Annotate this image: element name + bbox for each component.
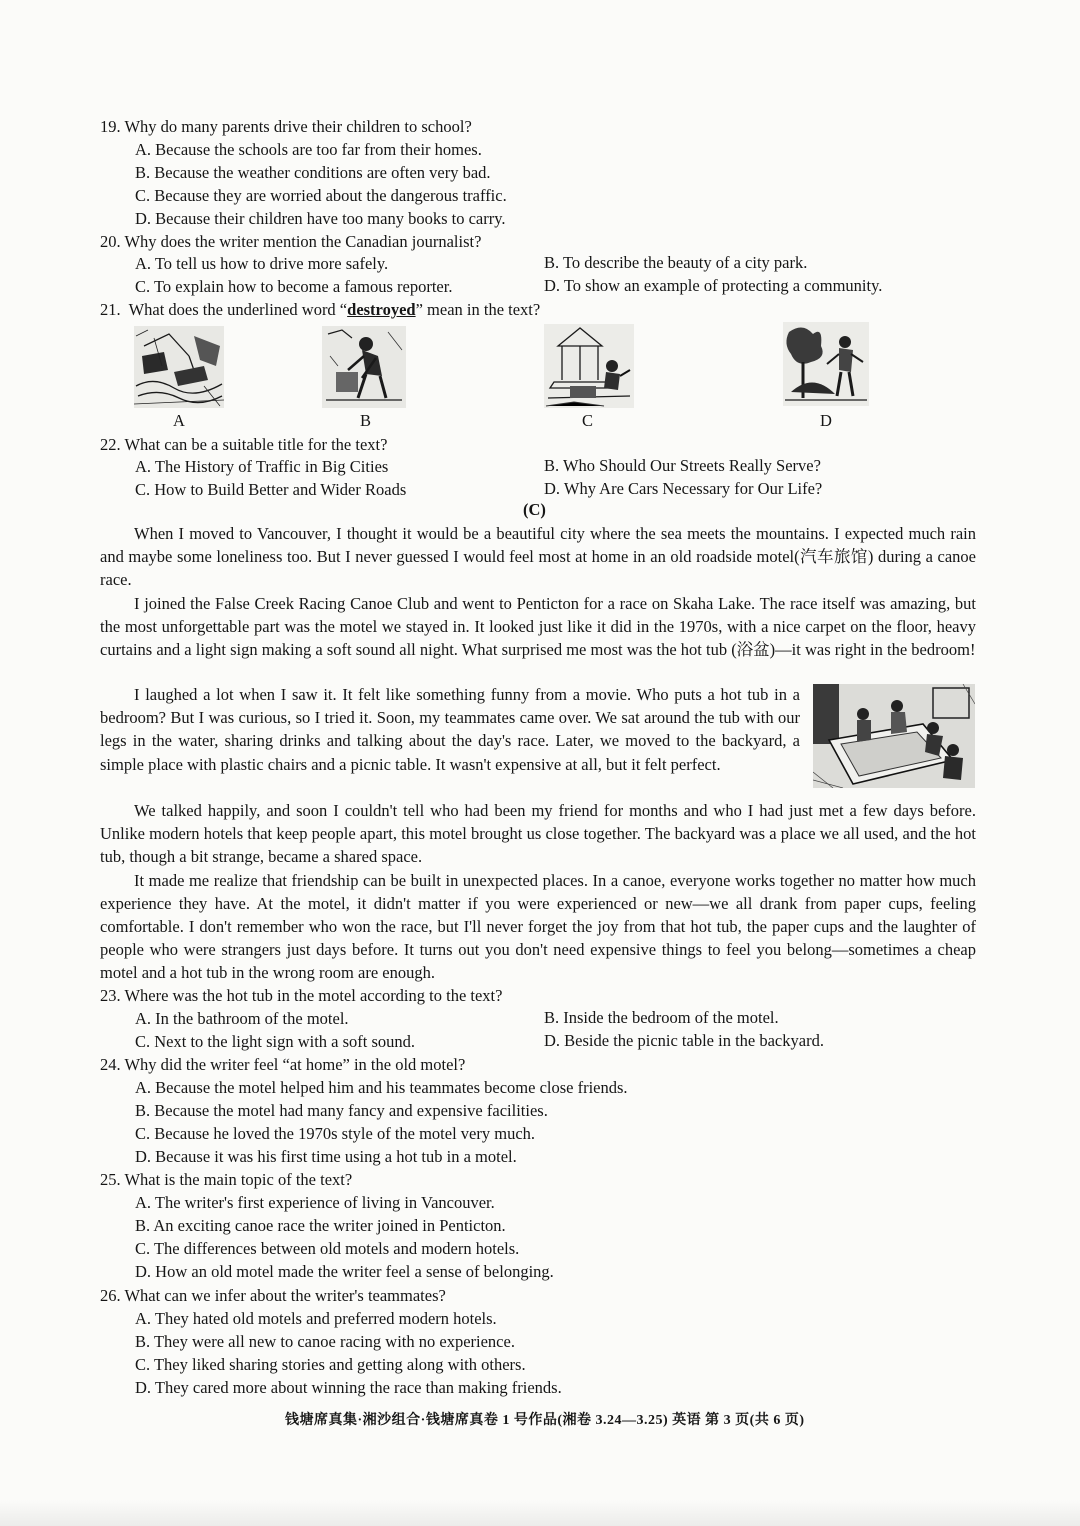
passage-c: [100, 522, 976, 661]
underlined-word: destroyed: [347, 300, 416, 319]
question-21-stem: [100, 299, 540, 321]
q21-picture-b: [322, 326, 406, 408]
q20-option-a: A. To tell us how to drive more safely.: [135, 254, 389, 273]
q21-number: 21.: [100, 300, 121, 319]
passage-paragraph-1: When I moved to Vancouver, I thought it would be a beautiful city where the sea meets the mountains. I expected much rain and maybe some loneliness too. But I never guessed I would feel most at home in an old roadside motel(汽车旅馆) during a canoe race.: [100, 524, 976, 590]
question-26-stem: 26. What can we infer about the writer's teammates?: [100, 1286, 446, 1305]
scan-edge: [0, 1500, 1080, 1526]
q21-stem-pre: What does the underlined word “: [128, 300, 348, 319]
q19-option-b: B. Because the weather conditions are often very bad.: [135, 163, 491, 182]
q26-option-d: D. They cared more about winning the race than making friends.: [135, 1378, 562, 1397]
q21-label-d: D: [820, 411, 832, 430]
page-footer: 钱塘席真集·湘沙组合·钱塘席真卷 1 号作品(湘卷 3.24—3.25) 英语 第 3 页(共 6 页): [285, 1413, 805, 1428]
question-24-stem: 24. Why did the writer feel “at home” in the old motel?: [100, 1055, 466, 1074]
question-25-stem: 25. What is the main topic of the text?: [100, 1170, 353, 1189]
question-23-stem: 23. Where was the hot tub in the motel according to the text?: [100, 986, 503, 1005]
question-22-stem: 22. What can be a suitable title for the text?: [100, 435, 388, 454]
q19-option-a: A. Because the schools are too far from their homes.: [135, 140, 482, 159]
q21-stem-post: ” mean in the text?: [415, 300, 541, 319]
q26-option-a: A. They hated old motels and preferred modern hotels.: [135, 1309, 497, 1328]
passage-paragraph-3: I laughed a lot when I saw it. It felt like something funny from a movie. Who puts a hot tub in a bedroom? But I was curious, so I tried it. Soon, my teammates came over. We sat around the tub with our legs in the water, sharing drinks and talking about the day's race. Later, we moved to the backyard, a simple place with plastic chairs and a picnic table. It wasn't expensive at all, but it felt perfect.: [100, 685, 800, 774]
q22-option-a: A. The History of Traffic in Big Cities: [135, 457, 389, 476]
q20-option-b: B. To describe the beauty of a city park.: [544, 253, 808, 272]
q19-option-c: C. Because they are worried about the dangerous traffic.: [135, 186, 507, 205]
q23-option-a: A. In the bathroom of the motel.: [135, 1009, 349, 1028]
q20-option-c: C. To explain how to become a famous reporter.: [135, 277, 453, 296]
q23-option-c: C. Next to the light sign with a soft sound.: [135, 1032, 416, 1051]
question-20-stem: 20. Why does the writer mention the Canadian journalist?: [100, 232, 482, 251]
q21-label-a: A: [173, 411, 185, 430]
q19-option-d: D. Because their children have too many books to carry.: [135, 209, 506, 228]
q25-option-c: C. The differences between old motels and modern hotels.: [135, 1239, 520, 1258]
passage-c-continued: [100, 799, 976, 985]
q24-option-c: C. Because he loved the 1970s style of the motel very much.: [135, 1124, 536, 1143]
q22-option-c: C. How to Build Better and Wider Roads: [135, 480, 407, 499]
q21-label-c: C: [582, 411, 594, 430]
q25-option-b: B. An exciting canoe race the writer joined in Penticton.: [135, 1216, 506, 1235]
q21-picture-d: [783, 322, 869, 406]
q24-option-a: A. Because the motel helped him and his teammates become close friends.: [135, 1078, 628, 1097]
passage-paragraph-4: We talked happily, and soon I couldn't tell who had been my friend for months and who I had just met a few days before. Unlike modern hotels that keep people apart, this motel brought us close together. The backyard was a place we all used, and the hot tub, though a bit strange, became a shared space.: [100, 801, 976, 867]
q24-option-d: D. Because it was his first time using a hot tub in a motel.: [135, 1147, 517, 1166]
passage-paragraph-3-wrap: [100, 683, 800, 776]
q25-option-a: A. The writer's first experience of living in Vancouver.: [135, 1193, 495, 1212]
q25-option-d: D. How an old motel made the writer feel a sense of belonging.: [135, 1262, 554, 1281]
passage-paragraph-5: It made me realize that friendship can be built in unexpected places. In a canoe, everyone works together no matter how much experience they have. At the motel, it didn't matter if you were experienced or new—we all drank from paper cups, feeling comfortable. I don't remember who won the race, but I'll never forget the joy from that hot tub, the paper cups and the laughter of people who were strangers just days before. It turns out you don't need expensive things to feel you belong—sometimes a cheap motel and a hot tub in the wrong room are enough.: [100, 870, 976, 983]
q26-option-b: B. They were all new to canoe racing with no experience.: [135, 1332, 515, 1351]
q24-option-b: B. Because the motel had many fancy and expensive facilities.: [135, 1101, 548, 1120]
q20-option-d: D. To show an example of protecting a community.: [544, 276, 883, 295]
q23-option-d: D. Beside the picnic table in the backyard.: [544, 1031, 824, 1050]
q22-option-b: B. Who Should Our Streets Really Serve?: [544, 456, 821, 475]
passage-paragraph-2: I joined the False Creek Racing Canoe Club and went to Penticton for a race on Skaha Lake. The race itself was amazing, but the most unforgettable part was the motel we stayed in. It looked just like it did in the 1970s, with a nice carpet on the floor, heavy curtains and a light sign making a soft sound all night. What surprised me most was the hot tub (浴盆)—it was right in the bedroom!: [100, 593, 976, 660]
hot-tub-illustration: [813, 684, 975, 788]
q21-picture-c: [544, 324, 634, 408]
section-c-heading: (C): [523, 500, 546, 519]
q21-picture-a: [134, 326, 224, 408]
q21-label-b: B: [360, 411, 372, 430]
question-19-stem: 19. Why do many parents drive their children to school?: [100, 117, 472, 136]
q23-option-b: B. Inside the bedroom of the motel.: [544, 1008, 779, 1027]
q26-option-c: C. They liked sharing stories and getting along with others.: [135, 1355, 526, 1374]
q22-option-d: D. Why Are Cars Necessary for Our Life?: [544, 479, 823, 498]
